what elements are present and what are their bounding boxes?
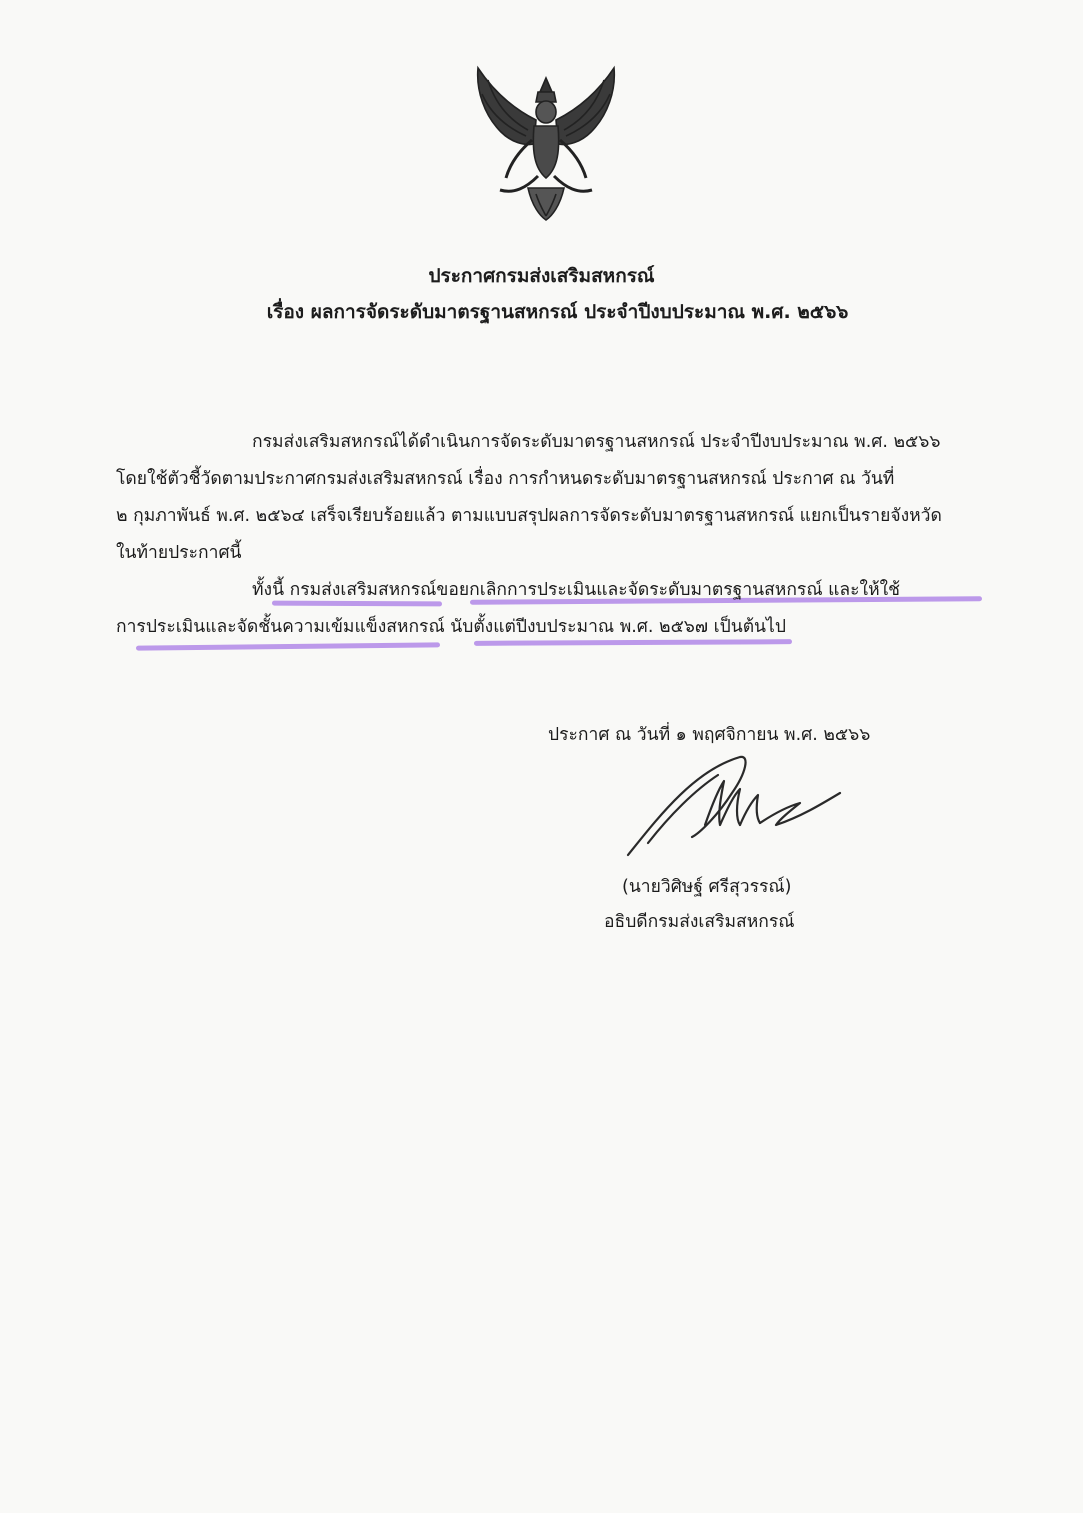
announcement-date: ประกาศ ณ วันที่ ๑ พฤศจิกายน พ.ศ. ๒๕๖๖ xyxy=(548,725,871,745)
announcement-title: ประกาศกรมส่งเสริมสหกรณ์ xyxy=(428,265,655,287)
paragraph-2-line-2: การประเมินและจัดชั้นความเข้มแข็งสหกรณ์ นับตั้งแต่ปีงบประมาณ พ.ศ. ๒๕๖๗ เป็นต้นไป xyxy=(116,617,786,637)
paragraph-1-line-4: ในท้ายประกาศนี้ xyxy=(116,543,242,563)
highlight-mark xyxy=(136,642,440,650)
paragraph-1-line-1: กรมส่งเสริมสหกรณ์ได้ดำเนินการจัดระดับมาตรฐานสหกรณ์ ประจำปีงบประมาณ พ.ศ. ๒๕๖๖ xyxy=(252,432,941,452)
signer-name: (นายวิศิษฐ์ ศรีสุวรรณ์) xyxy=(622,877,792,897)
paragraph-1-line-3: ๒ กุมภาพันธ์ พ.ศ. ๒๕๖๔ เสร็จเรียบร้อยแล้ว ตามแบบสรุปผลการจัดระดับมาตรฐานสหกรณ์ แยกเป็นรายจังหวัด xyxy=(116,506,942,526)
paragraph-2-line-1: ทั้งนี้ กรมส่งเสริมสหกรณ์ขอยกเลิกการประเมินและจัดระดับมาตรฐานสหกรณ์ และให้ใช้ xyxy=(252,580,901,600)
garuda-emblem-icon xyxy=(466,60,626,225)
handwritten-signature xyxy=(600,745,860,870)
announcement-subject: เรื่อง ผลการจัดระดับมาตรฐานสหกรณ์ ประจำปีงบประมาณ พ.ศ. ๒๕๖๖ xyxy=(266,301,849,323)
paragraph-1-line-2: โดยใช้ตัวชี้วัดตามประกาศกรมส่งเสริมสหกรณ์ เรื่อง การกำหนดระดับมาตรฐานสหกรณ์ ประกาศ ณ วันที่ xyxy=(116,469,895,489)
signer-title: อธิบดีกรมส่งเสริมสหกรณ์ xyxy=(604,912,795,932)
